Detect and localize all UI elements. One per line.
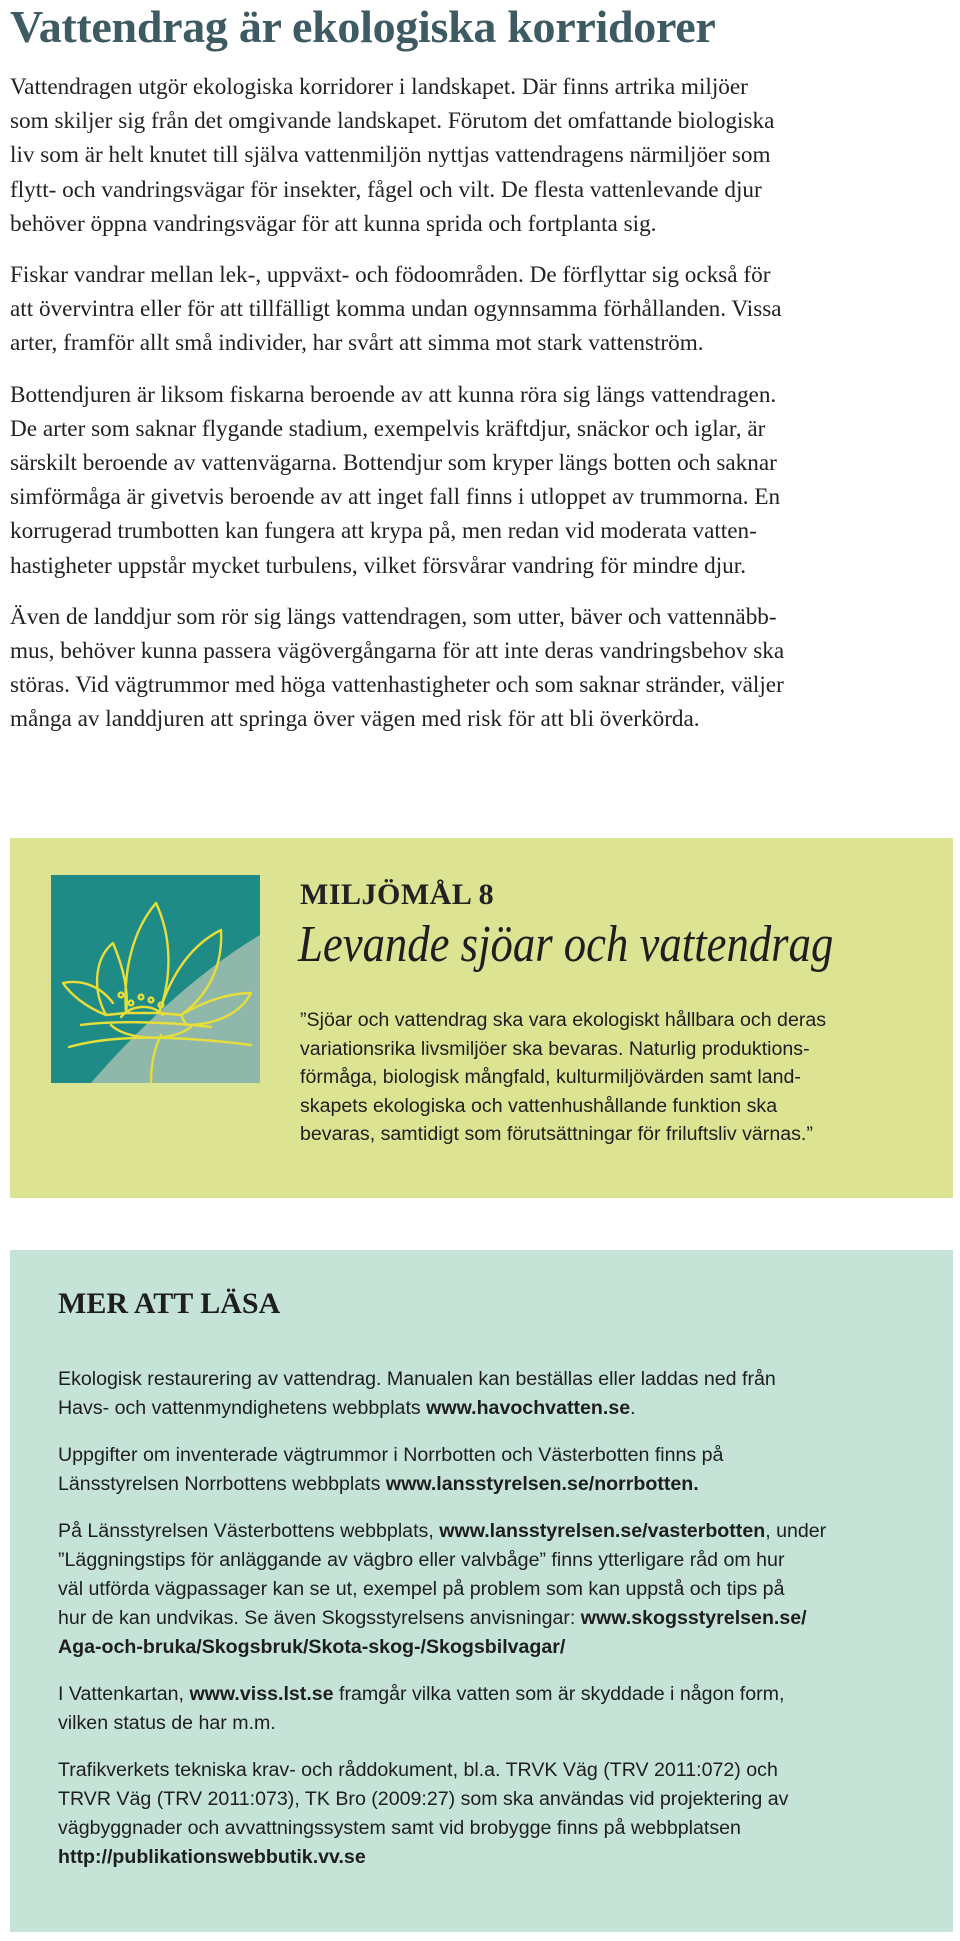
goal-kicker: MILJÖMÅL 8 [300,878,495,911]
text-line: särskilt beroende av vattenvägarna. Bottendjur som kryper längs botten och saknar [10,450,777,477]
text-line: korrugerad trumbotten kan fungera att krypa på, men redan vid moderata vatten- [10,518,757,545]
reading-line [58,1709,918,1738]
reading-text: Havs- och vattenmyndighetens webbplats [58,1397,427,1419]
reading-link[interactable]: http://publikationswebbutik.vv.se [58,1846,366,1868]
article-paragraph [10,600,945,737]
reading-line [58,1517,918,1546]
reading-text: Uppgifter om inventerade vägtrummor i Norrbotten och Västerbotten finns på [58,1444,724,1466]
text-line: många av landdjuren att springa över vägen med risk för att bli överkörda. [10,706,700,733]
environmental-goal-box [10,838,953,1198]
reading-text: väl utförda vägpassager kan se ut, exempel på problem som kan uppstå och tips på [58,1578,785,1600]
quote-line: skapets ekologiska och vattenhushållande funktion ska [300,1094,778,1117]
reading-text: , under [765,1520,827,1542]
text-line: Även de landdjur som rör sig längs vattendragen, som utter, bäver och vattennäbb- [10,603,777,630]
quote-line: bevaras, samtidigt som förutsättningar för friluftsliv värnas.” [300,1123,813,1145]
article-paragraph [10,258,945,361]
reading-link[interactable]: www.skogsstyrelsen.se/ [580,1607,807,1629]
text-line: Fiskar vandrar mellan lek-, uppväxt- och födoområden. De förflyttar sig också för [10,262,771,289]
article-paragraph [10,378,945,583]
text-line: behöver öppna vandringsvägar för att kunna sprida och fortplanta sig. [10,210,657,237]
article-title: Vattendrag är ekologiska korridorer [10,1,716,52]
reading-link[interactable]: www.lansstyrelsen.se/norrbotten. [385,1473,699,1495]
reading-paragraph [58,1365,918,1423]
text-line: Bottendjuren är liksom fiskarna beroende av att kunna röra sig längs vattendragen. [10,381,777,408]
text-line: mus, behöver kunna passera vägövergångarna för att inte deras vandringsbehov ska [10,638,785,665]
text-line: arter, framför allt små individer, har svårt att simma mot stark vattenström. [10,330,704,357]
reading-text: Trafikverkets tekniska krav- och råddokument, bl.a. TRVK Väg (TRV 2011:072) och [58,1759,778,1781]
reading-text: framgår vilka vatten som är skyddade i någon form, [333,1683,785,1705]
text-line: att övervintra eller för att tillfälligt komma undan ogynnsamma förhållanden. Vissa [10,296,782,323]
reading-line [58,1680,918,1709]
reading-line [58,1756,918,1785]
text-line: Vattendragen utgör ekologiska korridorer i landskapet. Där finns artrika miljöer [10,74,748,100]
reading-paragraph [58,1517,918,1662]
reading-paragraph [58,1680,918,1738]
reading-text: vilken status de har m.m. [58,1712,276,1734]
text-line: störas. Vid vägtrummor med höga vattenhastigheter och som saknar stränder, väljer [10,672,784,699]
reading-paragraph [58,1441,918,1499]
reading-text: vägbyggnader och avvattningssystem samt vid brobygge finns på webbplatsen [58,1817,741,1839]
reading-text: I Vattenkartan, [58,1683,190,1705]
reading-link[interactable]: www.lansstyrelsen.se/vasterbotten [439,1520,766,1542]
reading-text: ”Läggningstips för anläggande av vägbro eller valvbåge” finns ytterligare råd om hur [58,1549,785,1571]
reading-line [58,1785,918,1814]
reading-text: På Länsstyrelsen Västerbottens webbplats, [58,1520,440,1542]
reading-paragraph [58,1756,918,1872]
reading-link[interactable]: www.viss.lst.se [189,1683,334,1705]
goal-name: Levande sjöar och vattendrag [298,916,834,973]
reading-line [58,1843,918,1872]
reading-text: TRVR Väg (TRV 2011:073), TK Bro (2009:27) som ska användas vid projektering av [58,1788,789,1810]
reading-line [58,1814,918,1843]
text-line: simförmåga är givetvis beroende av att inget fall finns i utloppet av trummorna. En [10,484,781,511]
text-line: som skiljer sig från det omgivande landskapet. Förutom det omfattande biologiska [10,108,775,135]
reading-line [58,1604,918,1633]
reading-line [58,1365,918,1394]
further-reading-title: MER ATT LÄSA [58,1287,281,1320]
reading-line [58,1394,918,1423]
further-reading-body [58,1365,918,1890]
water-lily-logo-icon [51,875,260,1083]
quote-line: variationsrika livsmiljöer ska bevaras. Naturlig produktions- [300,1037,810,1060]
reading-link[interactable]: Aga-och-bruka/Skogsbruk/Skota-skog-/Skogsbilvagar/ [58,1636,566,1658]
reading-text: hur de kan undvikas. Se även Skogsstyrelsens anvisningar: [58,1607,581,1629]
reading-text: . [630,1397,636,1419]
reading-line [58,1470,918,1499]
reading-line [58,1546,918,1575]
text-line: liv som är helt knutet till själva vattenmiljön nyttjas vattendragens närmiljöer som [10,142,771,169]
reading-line [58,1441,918,1470]
text-line: flytt- och vandringsvägar för insekter, fågel och vilt. De flesta vattenlevande djur [10,176,762,203]
reading-line [58,1575,918,1604]
goal-quote [300,1006,930,1149]
reading-text: Ekologisk restaurering av vattendrag. Manualen kan beställas eller laddas ned från [58,1368,776,1390]
text-line: De arter som saknar flygande stadium, exempelvis kräftdjur, snäckor och iglar, är [10,415,766,442]
reading-text: Länsstyrelsen Norrbottens webbplats [58,1473,386,1495]
article-paragraph [10,70,945,241]
quote-line: förmåga, biologisk mångfald, kulturmiljövärden samt land- [300,1066,801,1088]
reading-link[interactable]: www.havochvatten.se [426,1397,631,1419]
further-reading-box [10,1250,953,1932]
reading-line [58,1633,918,1662]
quote-line: ”Sjöar och vattendrag ska vara ekologiskt hållbara och deras [300,1009,827,1031]
text-line: hastigheter uppstår mycket turbulens, vilket försvårar vandring för mindre djur. [10,552,746,579]
article-body [10,70,945,754]
